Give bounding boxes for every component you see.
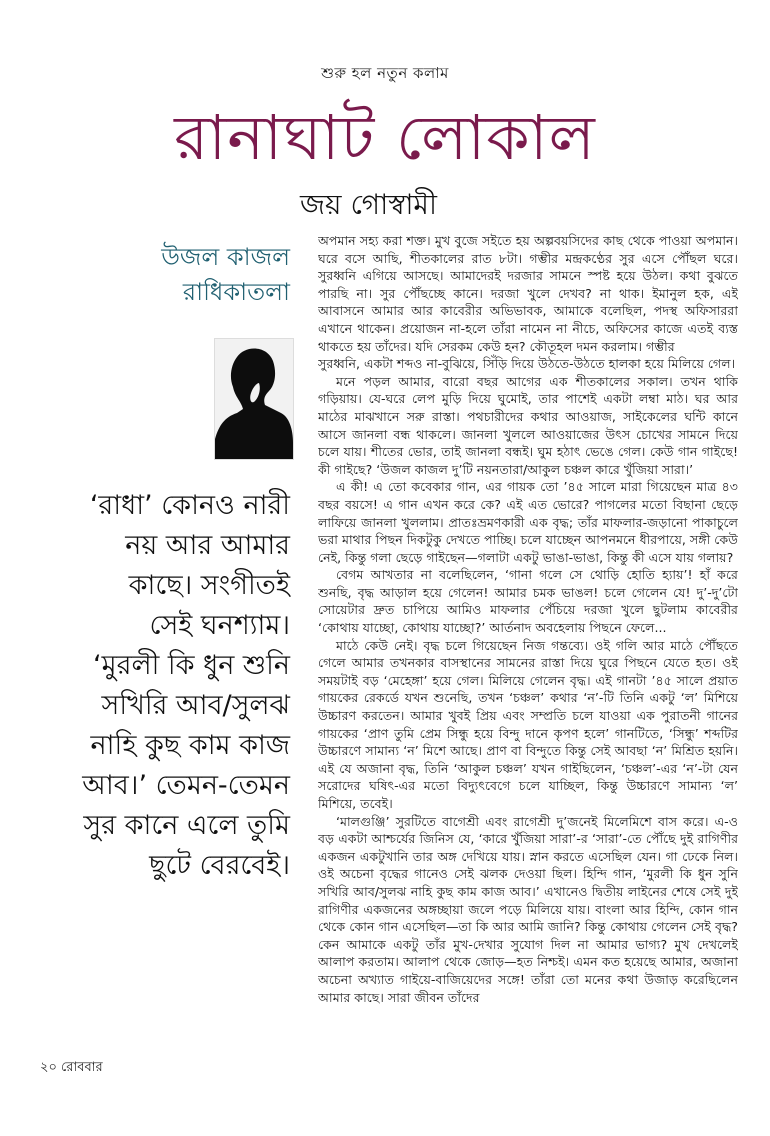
subtitle-line: উজল কাজল <box>161 243 290 271</box>
silhouette-portrait-icon <box>215 339 293 459</box>
subtitle-line: রাধিকাতলা <box>182 278 290 306</box>
pull-quote-line: আব।’ তেমন-তেমন <box>82 770 290 801</box>
silhouette-portrait-image <box>214 338 294 460</box>
body-paragraph: মনে পড়ল আমার, বারো বছর আগের এক শীতকালের সকাল। তখন থাকি গড়িয়ায়। যে-ঘরে লেপ মুড়ি দিয়ে ঘুমোই, তার পাশেই একটা লম্বা মাঠ। ঘর আর মাঠের মাঝখানে সরু রাস্তা। পথচারীদের কথার আওয়াজ, সাইকেলের ঘন্টি কানে আসে জানলা বন্ধ থাকলে। জানলা খুললে আওয়াজের উৎস চোখের সামনে দিয়ে চলে যায়। শীতের ভোর, তাই জানলা বন্ধই। ঘুম হঠাৎ ভেঙে গেল। কেউ গান গাইছে! কী গাইছে? ‘উজল কাজল দু’টি নয়নতারা/আকুল চঞ্চল কারে খুঁজিয়া সারা।’ <box>318 373 738 477</box>
article-subtitle <box>120 240 290 310</box>
body-paragraph: অপমান সহ্য করা শক্ত। মুখ বুজে সইতে হয় অল্পবয়সিদের কাছ থেকে পাওয়া অপমান। ঘরে বসে আছি, শীতকালের রাত ৮টা। গম্ভীর মন্দ্রকণ্ঠের সুর এসে পৌঁছল ঘরে। সুরধ্বনি এগিয়ে আসছে। আমাদেরই দরজার সামনে স্পষ্ট হয়ে উঠল। কথা বুঝতে পারছি না। সুর পৌঁছচ্ছে কানে। দরজা খুলে দেখব? না থাক। ইমানুল হক, এই আবাসনে আমার আর কাবেরীর অভিভাবক, আমাকে বলেছিল, পদস্থ অফিসাররা এখানে থাকেন। প্রয়োজন না-হলে তাঁরা নামেন না নীচে, অফিসের কাজে এতই ব্যস্ত থাকতে হয় তাঁদের। যদি সেরকম কেউ হন? কৌতূহল দমন করলাম। গম্ভীর <box>318 233 738 354</box>
article-body <box>318 232 738 1062</box>
pull-quote-line: সেই ঘনশ্যাম। <box>149 610 290 641</box>
pull-quote-line: ছুটে বেরবেই। <box>149 850 290 881</box>
pull-quote-line: সুর কানে এলে তুমি <box>83 810 290 841</box>
article-title: রানাঘাট লোকাল <box>174 101 596 174</box>
pull-quote <box>50 486 290 886</box>
pull-quote-line: সখিরি আব/সুলঝ <box>101 690 290 721</box>
body-paragraph: সুরধ্বনি, একটা শব্দও না-বুঝিয়ে, সিঁড়ি দিয়ে উঠতে-উঠতে হালকা হয়ে মিলিয়ে গেল। <box>318 356 736 372</box>
pull-quote-line: ‘মুরলী কি ধুন শুনি <box>93 650 290 681</box>
author-byline: জয় গোস্বামী <box>300 188 437 221</box>
pull-quote-line: ‘রাধা’ কোনও নারী <box>89 490 290 521</box>
body-paragraph: ‘মালগুঞ্জি’ সুরটিতে বাগেশ্রী এবং রাগেশ্রী দু’জনেই মিলেমিশে বাস করে। এ-ও বড় একটা আশ্চর্যের জিনিস যে, ‘কারে খুঁজিয়া সারা’-র ‘সারা’-তে পৌঁছে দুই রাগিণীর একজন একটুখানি তার অঙ্গ দেখিয়ে যায়। স্নান করতে এসেছিল যেন। গা ঢেকে নিল। ওই অচেনা বৃদ্ধের গানেও সেই ঝলক দেওয়া ছিল। হিন্দি গান, ‘মুরলী কি ধুন সুনি সখিরি আব/সুলঝ নাহি কুছ কাম কাজ আব।’ এখানেও দ্বিতীয় লাইনের শেষে সেই দুই রাগিণীর একজনের অঙ্গচ্ছায়া জলে পড়ে মিলিয়ে যায়। বাংলা আর হিন্দি, কোন গান থেকে কোন গান এসেছিল—তা কি আর আমি জানি? কিন্তু কোথায় গেলেন সেই বৃদ্ধ? কেন আমাকে একটু তাঁর মুখ-দেখার সুযোগ দিল না আমার ভাগ্য? মুখ দেখলেই আলাপ করতাম। আলাপ থেকে জোড়—হত নিশ্চই। এমন কত হয়েছে আমার, অজানা অচেনা অখ্যাত গাইয়ে-বাজিয়েদের সঙ্গে! তাঁরা তো মনের কথা উজাড় করেছিলেন আমার কাছে। সারা জীবন তাঁদের <box>318 813 738 1005</box>
pull-quote-line: নয় আর আমার <box>125 530 290 561</box>
pull-quote-line: নাহি কুছ কাম কাজ <box>90 730 290 761</box>
column-kicker: শুরু হল নতুন কলাম <box>321 64 449 82</box>
body-paragraph: মাঠে কেউ নেই। বৃদ্ধ চলে গিয়েছেন নিজ গন্তব্যে। ওই গলি আর মাঠে পৌঁছতে গেলে আমার তখনকার বাসস্থানের সামনের রাস্তা দিয়ে ঘুরে পিছনে যেতে হত। ওই সময়টাই বড় ‘মেহেঙ্গা’ হয়ে গেল। মিলিয়ে গেলেন বৃদ্ধ। এই গানটা ’৪৫ সালে প্রয়াত গায়কের রেকর্ডে যখন শুনেছি, তখন ‘চঞ্চল’ কথার ‘ন’-টি তিনি একটু ‘ল’ মিশিয়ে উচ্চারণ করতেন। আমার খুবই প্রিয় এবং সম্প্রতি চলে যাওয়া এক পুরাতনী গানের গায়কের ‘প্রাণ তুমি প্রেম সিন্ধু হয়ে বিন্দু দানে কৃপণ হলে’ গানটিতে, ‘সিন্ধু’ শব্দটির উচ্চারণে সামান্য ‘ন’ মিশে আছে। প্রাণ বা বিন্দুতে কিন্তু সেই আবছা ‘ন’ মিশ্রিত হয়নি। এই যে অজানা বৃদ্ধ, তিনি ‘আকুল চঞ্চল’ যখন গাইছিলেন, ‘চঞ্চল’-এর ‘ন’-টা যেন সরোদের ঘষিৎ-এর মতো বিদ্যুৎবেগে চলে যাচ্ছিল, কিন্তু উচ্চারণে সামান্য ‘ল’ মিশিয়ে, তবেই। <box>318 637 738 811</box>
page-footer: ২০ রোববার <box>40 1060 103 1075</box>
pull-quote-line: কাছে। সংগীতই <box>128 570 290 601</box>
body-paragraph: এ কী! এ তো কবেকার গান, এর গায়ক তো ’৪৫ সালে মারা গিয়েছেন মাত্র ৪৩ বছর বয়সে! এ গান এখন করে কে? এই এত ভোরে? পাগলের মতো বিছানা ছেড়ে লাফিয়ে জানলা খুললাম। প্রাতঃভ্রমণকারী এক বৃদ্ধ; তাঁর মাফলার-জড়ানো পাকাচুলে ভরা মাথার পিছন দিকটুকু দেখতে পাচ্ছি। চলে যাচ্ছেন আপনমনে ধীরপায়ে, সঙ্গী কেউ নেই, কিন্তু গলা ছেড়ে গাইছেন—গলাটা একটু ভাঙা-ভাঙা, কিন্তু কী এসে যায় গলায়? <box>318 479 738 565</box>
body-paragraph: বেগম আখতার না বলেছিলেন, ‘গানা গলে সে থোড়ি হোতি হ্যায়’! হাঁ করে শুনছি, বৃদ্ধ আড়াল হয়ে গেলেন! আমার চমক ভাঙল! চলে গেলেন যে! দু’-দু’টো সোয়েটার দ্রুত চাপিয়ে আমিও মাফলার পেঁচিয়ে দরজা খুলে ছুটলাম কাবেরীর ‘কোথায় যাচ্ছো, কোথায় যাচ্ছো?’ আর্তনাদ অবহেলায় পিছনে ফেলে... <box>318 567 738 636</box>
